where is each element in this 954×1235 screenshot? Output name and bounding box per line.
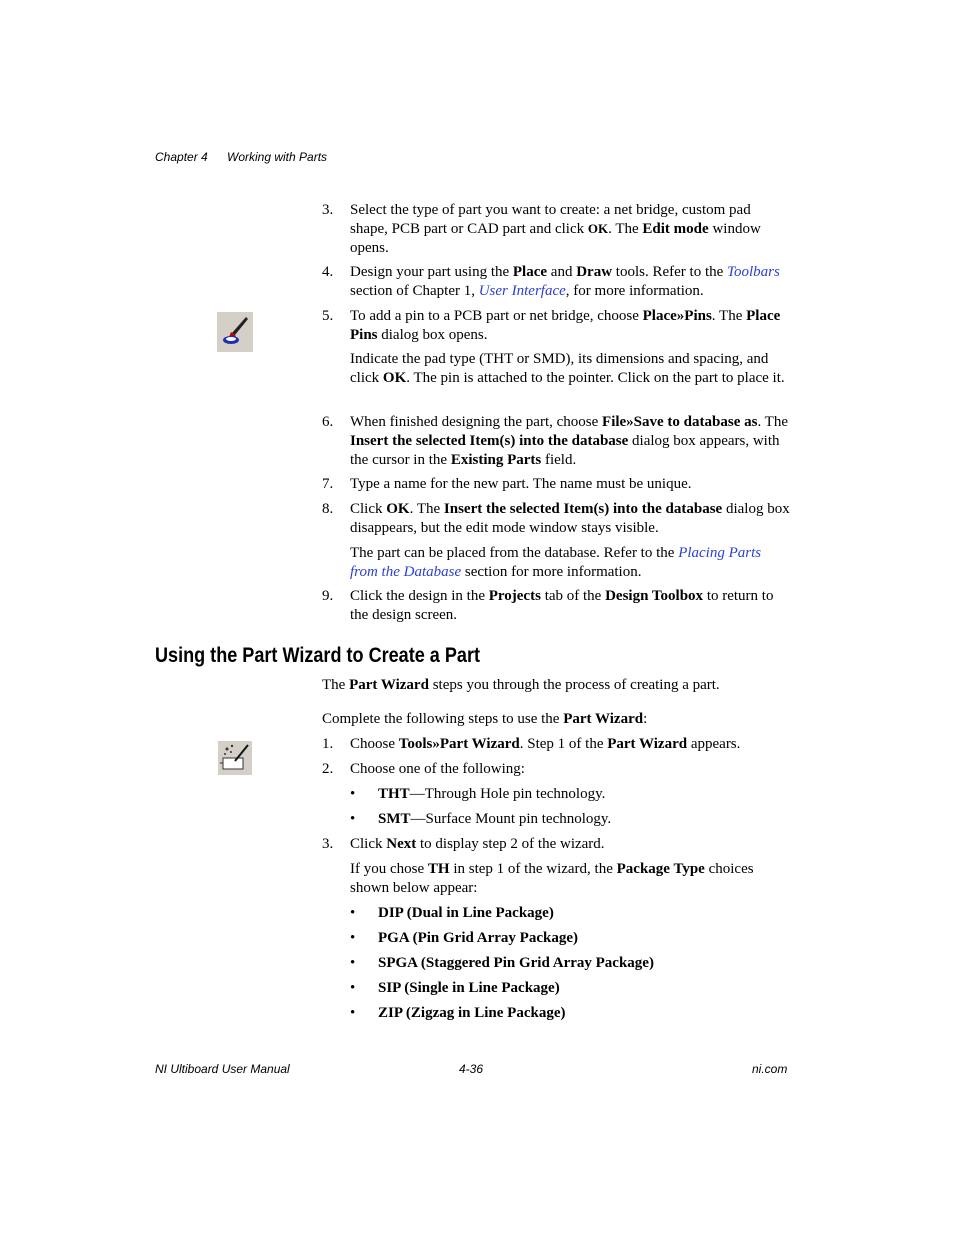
step-number: 8. [322, 501, 334, 517]
bullet: • [350, 786, 356, 802]
footer-page-number: 4-36 [459, 1062, 484, 1076]
package-dip: DIP (Dual in Line Package) [378, 905, 554, 921]
step-number: 5. [322, 308, 334, 324]
footer-site: ni.com [752, 1062, 788, 1076]
package-pga: PGA (Pin Grid Array Package) [378, 930, 578, 946]
step-text: Select the type of part you want to create: a net bridge, custom pad shape, PCB part or CAD part and click OK. The Edit mode window opens. [350, 202, 761, 256]
package-zip: ZIP (Zigzag in Line Package) [378, 1005, 566, 1021]
step-number: 9. [322, 588, 334, 604]
step-text: Click the design in the Projects tab of the Design Toolbox to return to the design screen. [350, 588, 774, 623]
intro-paragraph: The Part Wizard steps you through the process of creating a part. [322, 677, 720, 693]
pin-brush-icon [217, 312, 253, 352]
bullet: • [350, 930, 356, 946]
step-text: Choose Tools»Part Wizard. Step 1 of the Part Wizard appears. [350, 736, 741, 752]
package-spga: SPGA (Staggered Pin Grid Array Package) [378, 955, 654, 971]
step-detail: If you chose TH in step 1 of the wizard, the Package Type choices shown below appear: [350, 861, 754, 896]
step-text: Click Next to display step 2 of the wizard. [350, 836, 605, 852]
step-number: 1. [322, 736, 334, 752]
step-text: Type a name for the new part. The name must be unique. [350, 476, 692, 492]
bullet-smt: SMT—Surface Mount pin technology. [378, 811, 612, 827]
bullet: • [350, 905, 356, 921]
header-chapter: Chapter 4 [155, 150, 208, 164]
step-number: 3. [322, 836, 334, 852]
step-number: 3. [322, 202, 334, 218]
step-text: To add a pin to a PCB part or net bridge, choose Place»Pins. The Place Pins dialog box opens. [350, 308, 781, 343]
footer-manual: NI Ultiboard User Manual [155, 1062, 290, 1076]
intro-paragraph-2: Complete the following steps to use the Part Wizard: [322, 711, 648, 727]
step-text: Click OK. The Insert the selected Item(s) into the database dialog box disappears, but the edit mode window stays visible. [350, 501, 790, 536]
toolbars-link[interactable]: Toolbars [727, 264, 780, 280]
user-interface-link[interactable]: User Interface [478, 282, 566, 299]
step-detail: The part can be placed from the database. Refer to the Placing Parts from the Database section for more information. [350, 545, 762, 580]
placing-parts-link[interactable]: Placing Parts from the Database [350, 545, 762, 580]
package-sip: SIP (Single in Line Package) [378, 980, 560, 996]
step-number: 7. [322, 476, 334, 492]
step-number: 4. [322, 264, 334, 280]
bullet-tht: THT—Through Hole pin technology. [378, 786, 606, 802]
step-number: 6. [322, 414, 334, 430]
step-text: Design your part using the Place and Draw tools. Refer to the Toolbars section of Chapter 1, User Interface, for more information. [350, 264, 780, 299]
bullet: • [350, 955, 356, 971]
header-section: Working with Parts [227, 150, 328, 164]
step-detail: Indicate the pad type (THT or SMD), its dimensions and spacing, and click OK. The pin is attached to the pointer. Click on the part to place it. [350, 351, 785, 386]
bullet: • [350, 1005, 356, 1021]
part-wizard-icon [218, 741, 252, 775]
bullet: • [350, 811, 356, 827]
bullet: • [350, 980, 356, 996]
step-number: 2. [322, 761, 334, 777]
step-text: Choose one of the following: [350, 761, 525, 777]
section-title: Using the Part Wizard to Create a Part [155, 644, 480, 667]
step-text: When finished designing the part, choose File»Save to database as. The Insert the selected Item(s) into the database dialog box appears, with the cursor in the Existing Parts field. [350, 414, 789, 468]
